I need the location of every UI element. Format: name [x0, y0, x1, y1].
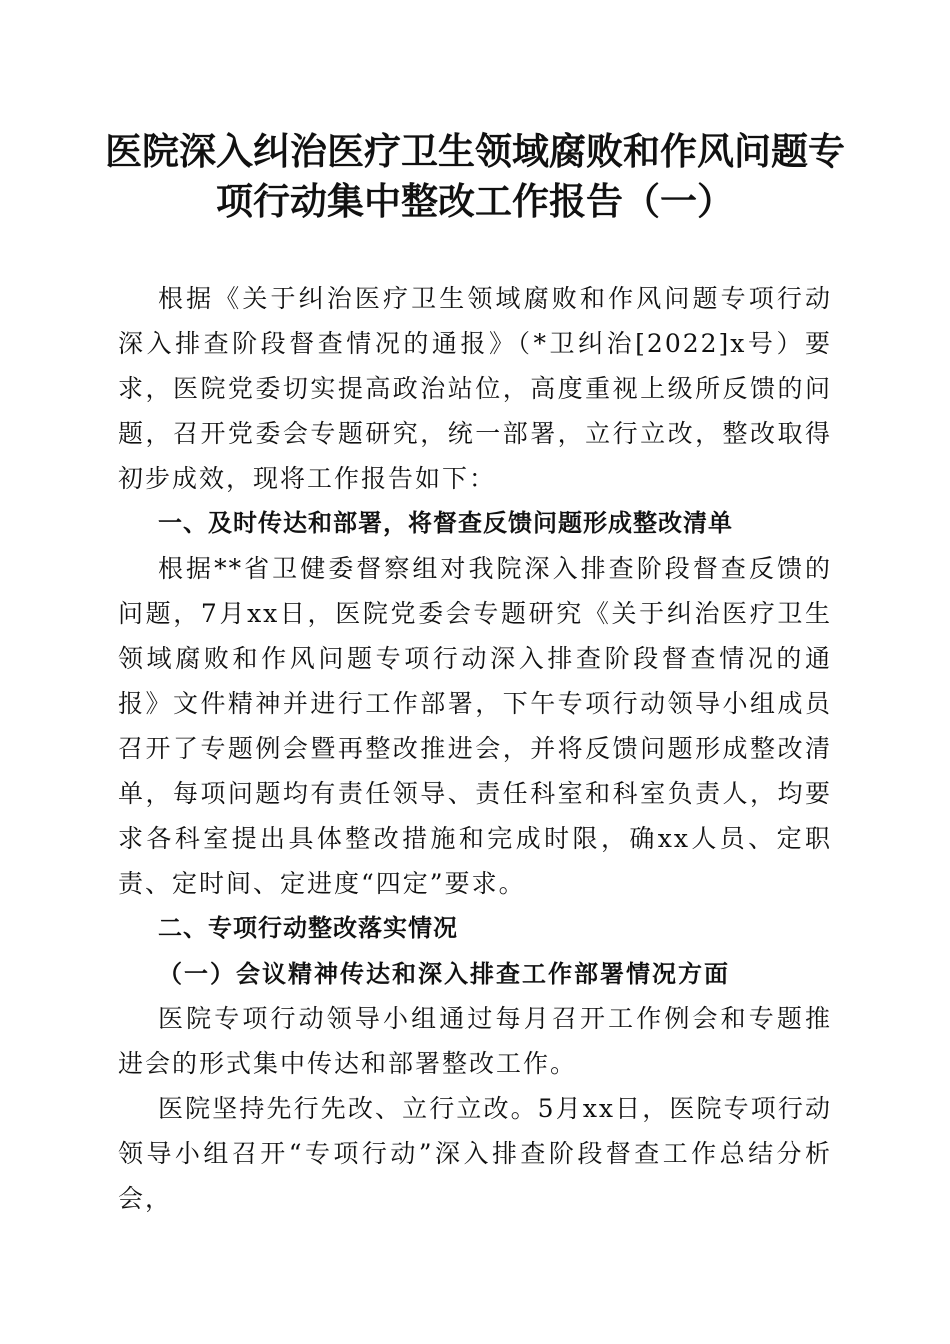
- section-1-heading: 一、及时传达和部署，将督查反馈问题形成整改清单: [158, 509, 733, 537]
- section-2-heading: 二、专项行动整改落实情况: [158, 914, 458, 942]
- document-title-line-2: 项行动集中整改工作报告（一）: [216, 179, 734, 223]
- subsection-1-heading: （一）会议精神传达和深入排查工作部署情况方面: [158, 959, 730, 988]
- subsection-1-paragraph-1: 医院专项行动领导小组通过每月召开工作例会和专题推进会的形式集中传达和部署整改工作。: [118, 1004, 832, 1078]
- document-body: [118, 276, 832, 1221]
- intro-paragraph: 根据《关于纠治医疗卫生领域腐败和作风问题专项行动深入排查阶段督查情况的通报》（*卫纠治[2022]x号）要求，医院党委切实提高政治站位，高度重视上级所反馈的问题，召开党委会专题研究，统一部署，立行立改，整改取得初步成效，现将工作报告如下：: [118, 284, 832, 493]
- subsection-1-paragraph-2: 医院坚持先行先改、立行立改。5月xx日，医院专项行动领导小组召开“专项行动”深入排查阶段督查工作总结分析会，: [118, 1094, 832, 1213]
- document-title: [60, 126, 890, 226]
- document-title-line-1: 医院深入纠治医疗卫生领域腐败和作风问题专: [105, 129, 845, 173]
- section-1-paragraph: 根据**省卫健委督察组对我院深入排查阶段督查反馈的问题，7月xx日，医院党委会专题研究《关于纠治医疗卫生领域腐败和作风问题专项行动深入排查阶段督查情况的通报》文件精神并进行工作部署，下午专项行动领导小组成员召开了专题例会暨再整改推进会，并将反馈问题形成整改清单，每项问题均有责任领导、责任科室和科室负责人，均要求各科室提出具体整改措施和完成时限，确xx人员、定职责、定时间、定进度“四定”要求。: [118, 554, 832, 898]
